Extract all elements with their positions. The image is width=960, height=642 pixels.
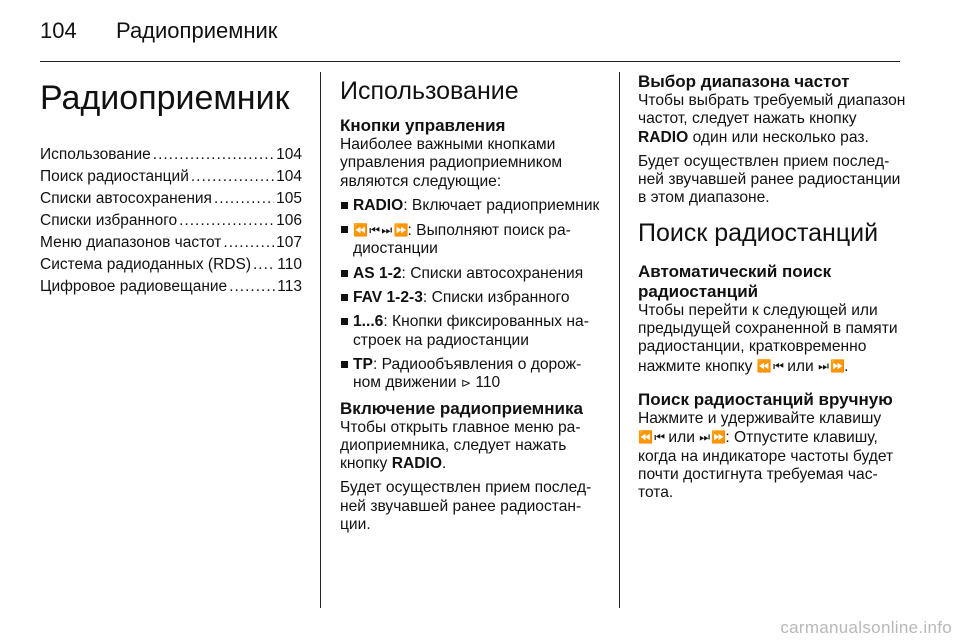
section-heading-search: Поиск радиостанций xyxy=(638,218,879,247)
toc-entry-label: Цифровое радиовещание xyxy=(40,278,228,295)
list-item xyxy=(340,356,602,393)
toc-entry-label: Списки избранного xyxy=(40,212,178,229)
controls-list xyxy=(340,197,602,393)
band-text xyxy=(638,92,906,147)
key-label: RADIO xyxy=(638,128,689,146)
band-note: Будет осуществлен прием последней звучавшей ранее радиостанции в этом диапазоне. xyxy=(638,152,901,207)
item-text: : Списки избранного xyxy=(422,289,570,307)
subheading-manual-search: Поиск радиостанций вручную xyxy=(638,389,893,409)
item-text: : Списки автосохранения xyxy=(401,264,584,282)
seek-back-icon: ⏪ ⏮ xyxy=(638,430,665,445)
manual-search-text xyxy=(638,410,906,502)
subheading-controls: Кнопки управления xyxy=(340,116,506,135)
column-divider-1 xyxy=(320,72,321,608)
item-text: : Выполняют поиск радиостанции xyxy=(353,222,571,258)
toc-entry[interactable] xyxy=(40,254,302,276)
toc-entry-label: Списки автосохранения xyxy=(40,190,212,207)
toc-leader-dots xyxy=(223,232,274,254)
list-item xyxy=(340,289,602,307)
toc-entry-label: Меню диапазонов частот xyxy=(40,234,222,251)
key-label: 1...6 xyxy=(353,313,384,331)
power-on-text-part: Чтобы открыть главное меню радиоприемника, следует нажать кнопку xyxy=(340,418,581,473)
subheading-power-on: Включение радиоприемника xyxy=(340,398,583,418)
key-label: RADIO xyxy=(353,196,404,214)
bullet-square-icon xyxy=(341,361,348,368)
key-label: RADIO xyxy=(391,455,442,473)
page-reference-icon: ⊳ xyxy=(460,376,471,391)
toc-entry[interactable] xyxy=(40,188,302,210)
running-title: Радиоприемник xyxy=(116,18,278,43)
bullet-square-icon xyxy=(341,270,348,277)
subheading-band-select: Выбор диапазона частот xyxy=(638,72,850,91)
chapter-title: Радиоприемник xyxy=(40,79,290,117)
page-reference[interactable]: 110 xyxy=(475,374,501,392)
column-divider-2 xyxy=(619,72,620,608)
bullet-square-icon xyxy=(341,294,348,301)
toc-entry-page: 104 xyxy=(276,168,302,185)
toc-leader-dots xyxy=(191,166,274,188)
toc-entry-page: 106 xyxy=(276,212,302,229)
list-item xyxy=(340,221,602,259)
toc-leader-dots xyxy=(253,254,275,276)
bullet-square-icon xyxy=(341,202,348,209)
seek-buttons-icon: ⏪ ⏮ ⏭ ⏩ xyxy=(353,223,408,238)
toc-column xyxy=(40,72,302,298)
manual-or: или xyxy=(664,429,700,447)
auto-end: . xyxy=(844,357,849,375)
power-on-text xyxy=(340,419,602,474)
toc-entry[interactable] xyxy=(40,232,302,254)
header-rule xyxy=(40,61,900,62)
toc-entry-page: 104 xyxy=(276,146,302,163)
list-item xyxy=(340,313,602,350)
controls-intro: Наиболее важными кнопками управления радиоприемником являются следующие: xyxy=(340,136,563,190)
watermark: carmanualsonline.info xyxy=(780,618,952,637)
search-column xyxy=(638,72,906,508)
toc-entry-page: 107 xyxy=(276,234,302,251)
section-heading-usage: Использование xyxy=(340,77,519,105)
auto-search-text xyxy=(638,302,906,376)
key-label: TP xyxy=(353,355,373,373)
usage-column xyxy=(340,72,602,540)
item-text: : Кнопки фиксированных настроек на радиостанции xyxy=(353,313,589,349)
toc-leader-dots xyxy=(153,144,274,166)
toc-leader-dots xyxy=(229,276,275,298)
power-on-text-end: . xyxy=(441,455,447,473)
list-item xyxy=(340,197,602,215)
toc-entry-page: 113 xyxy=(277,278,302,295)
key-label: AS 1-2 xyxy=(353,264,402,282)
manual-text-part: Нажмите и удерживайте клавишу xyxy=(638,409,882,427)
page-header xyxy=(0,0,960,62)
auto-or: или xyxy=(782,357,814,375)
subheading-auto-search: Автоматический поиск радиостанций xyxy=(638,261,832,301)
toc-entry-label: Система радиоданных (RDS) xyxy=(40,256,251,273)
seek-forward-icon: ⏭ ⏩ xyxy=(818,358,845,373)
toc-entry-page: 105 xyxy=(276,190,302,207)
item-text: : Радиообъявления о дорожном движении xyxy=(353,355,582,392)
seek-back-icon: ⏪ ⏮ xyxy=(756,358,783,373)
seek-forward-icon: ⏭ ⏩ xyxy=(699,430,726,445)
item-text: : Включает радиоприемник xyxy=(403,196,600,214)
power-on-note: Будет осуществлен прием последней звучавшей ранее радиостанции. xyxy=(340,479,592,534)
key-label: FAV 1-2-3 xyxy=(353,289,423,307)
manual-text-end: : Отпустите клавишу, когда на индикаторе частоты будет почти достигнута требуемая частота. xyxy=(638,429,894,502)
table-of-contents xyxy=(40,144,302,298)
band-text-part: Чтобы выбрать требуемый диапазон частот, следует нажать кнопку xyxy=(638,92,906,128)
toc-entry[interactable] xyxy=(40,144,302,166)
toc-entry-page: 110 xyxy=(277,256,302,273)
bullet-square-icon xyxy=(341,226,348,233)
toc-entry[interactable] xyxy=(40,210,302,232)
toc-entry-label: Использование xyxy=(40,146,151,163)
toc-entry[interactable] xyxy=(40,276,302,298)
auto-search-text-part: Чтобы перейти к следующей или предыдущей сохраненной в памяти радиостанции, кратковременно нажмите кнопку xyxy=(638,301,898,375)
list-item xyxy=(340,265,602,283)
toc-leader-dots xyxy=(214,188,274,210)
bullet-square-icon xyxy=(341,318,348,325)
page-number: 104 xyxy=(40,18,77,43)
toc-entry[interactable] xyxy=(40,166,302,188)
toc-leader-dots xyxy=(179,210,274,232)
toc-entry-label: Поиск радиостанций xyxy=(40,168,189,185)
band-text-end: один или несколько раз. xyxy=(688,128,869,146)
